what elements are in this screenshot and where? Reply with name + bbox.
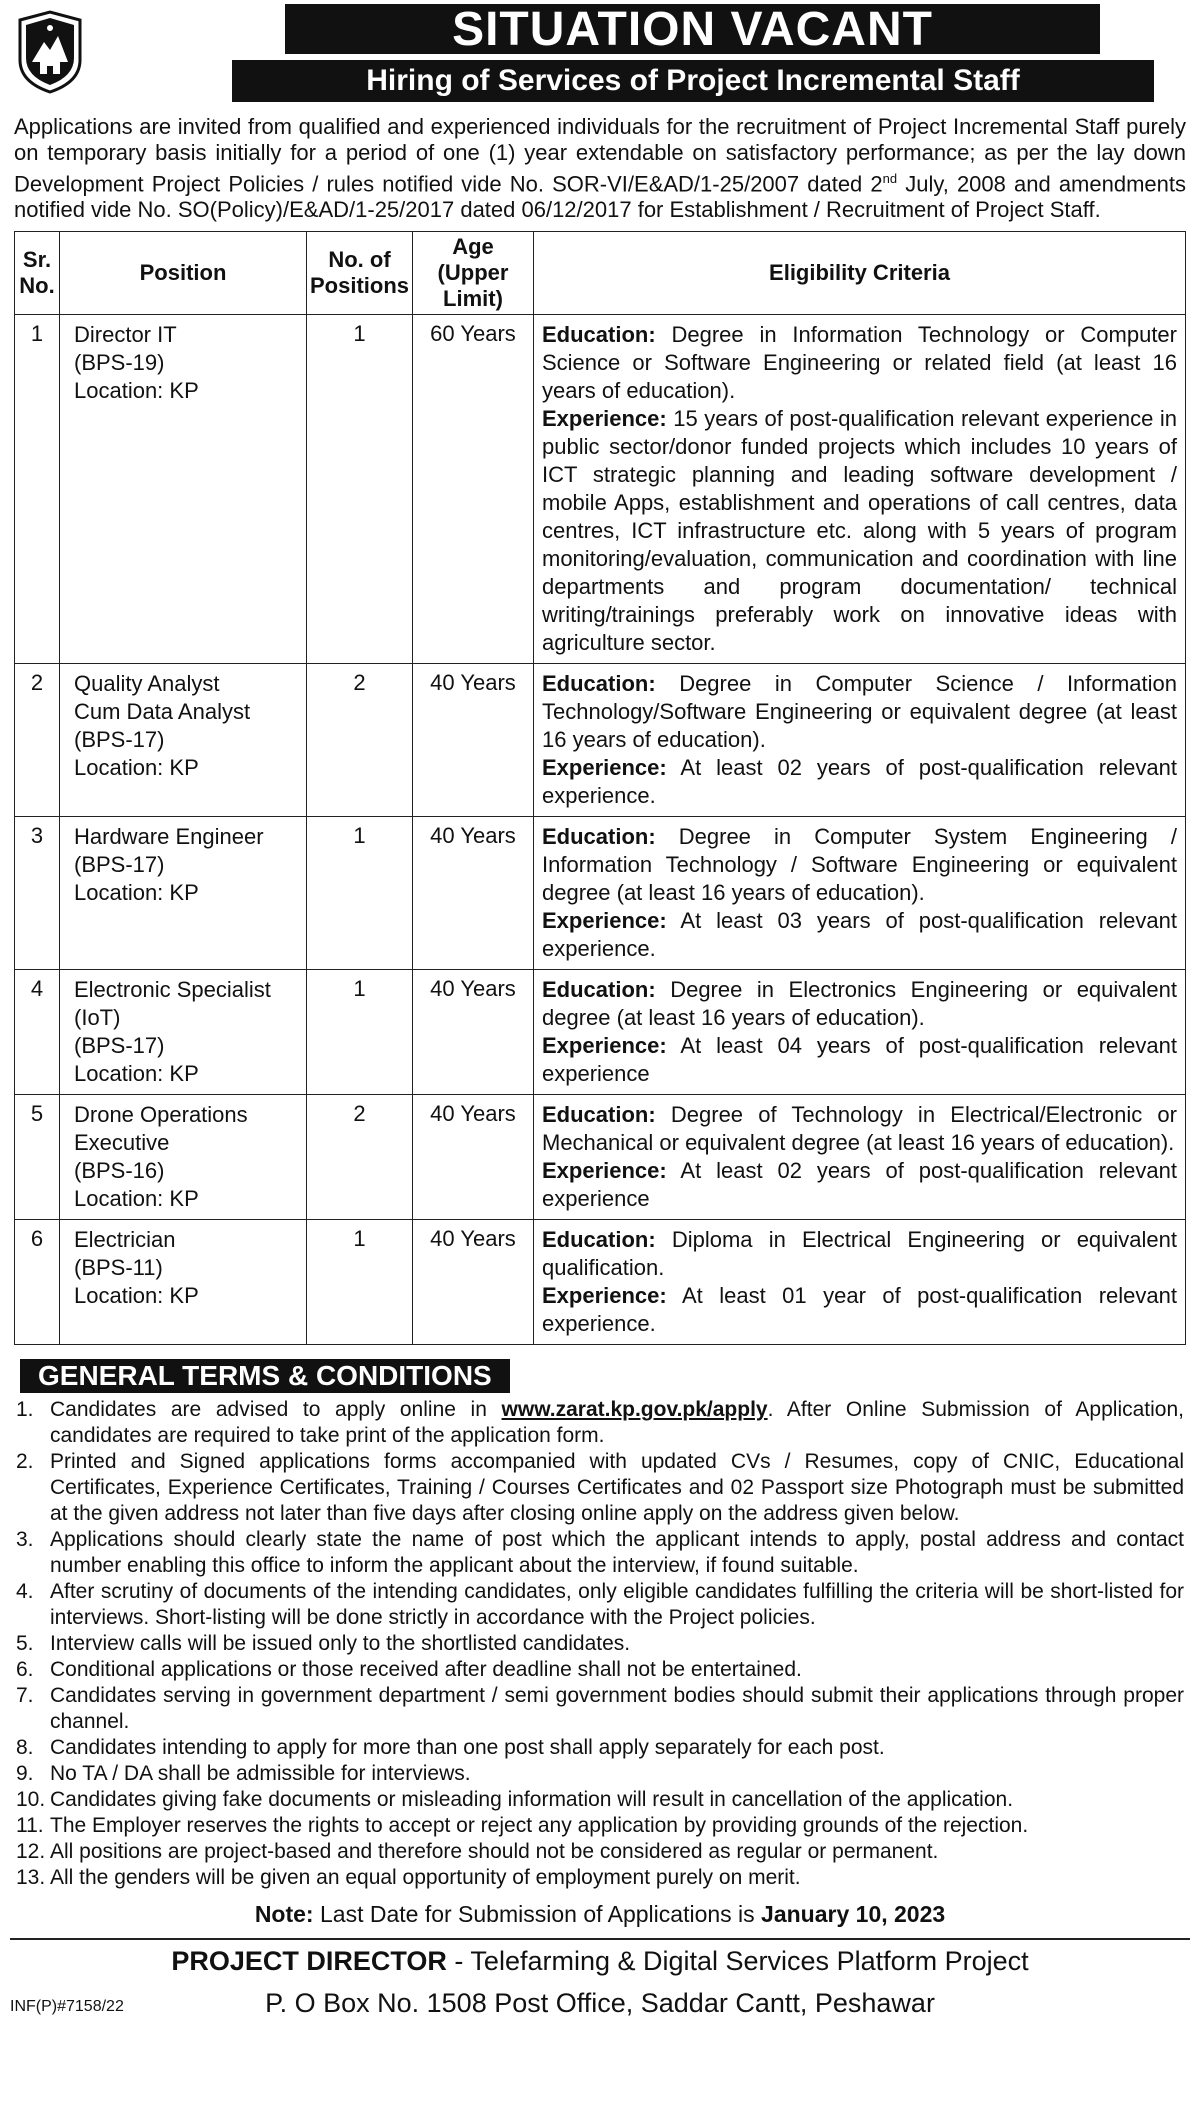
experience-label: Experience: bbox=[542, 908, 667, 934]
term-number: 8. bbox=[16, 1736, 34, 1760]
row-sr: 4 bbox=[15, 970, 60, 1095]
header bbox=[10, 4, 1190, 114]
education-label: Education: bbox=[542, 671, 656, 697]
term-number: 4. bbox=[16, 1580, 34, 1604]
position-line: Location: KP bbox=[74, 378, 199, 404]
term-number: 13. bbox=[16, 1866, 46, 1890]
row-age: 40 Years bbox=[413, 1220, 534, 1345]
term-number: 7. bbox=[16, 1684, 34, 1708]
row-position bbox=[60, 315, 307, 664]
row-sr: 1 bbox=[15, 315, 60, 664]
experience-text: At least 01 year of post-qualification relevant experience. bbox=[542, 1283, 1177, 1337]
position-line: (BPS-17) bbox=[74, 852, 165, 878]
list-item bbox=[16, 1631, 1184, 1657]
list-item bbox=[16, 1865, 1184, 1891]
experience-block bbox=[542, 907, 1177, 963]
deadline-date: January 10, 2023 bbox=[761, 1901, 946, 1928]
intro-sup: nd bbox=[882, 171, 898, 186]
education-text: Degree in Electronics Engineering or equivalent degree (at least 16 years of education). bbox=[542, 977, 1177, 1031]
row-sr: 3 bbox=[15, 817, 60, 970]
row-age: 60 Years bbox=[413, 315, 534, 664]
experience-label: Experience: bbox=[542, 1033, 667, 1059]
table-row bbox=[15, 817, 1186, 970]
row-position bbox=[60, 817, 307, 970]
row-count: 1 bbox=[307, 315, 413, 664]
term-text: Candidates serving in government department / semi government bodies should submit their applications through proper channel. bbox=[50, 1684, 1184, 1734]
experience-text: At least 02 years of post-qualification relevant experience bbox=[542, 1158, 1177, 1212]
row-count: 1 bbox=[307, 817, 413, 970]
term-number: 1. bbox=[16, 1398, 34, 1422]
header-sr: Sr. No. bbox=[15, 232, 60, 315]
term-number: 9. bbox=[16, 1762, 34, 1786]
positions-table bbox=[14, 231, 1186, 1345]
term-text: Interview calls will be issued only to the shortlisted candidates. bbox=[50, 1632, 631, 1656]
row-criteria bbox=[534, 817, 1186, 970]
row-count: 2 bbox=[307, 664, 413, 817]
term-number: 5. bbox=[16, 1632, 34, 1656]
term-text: Printed and Signed applications forms accompanied with updated CVs / Resumes, copy of CNIC, Educational Certificates, Experience Certificates, Training / Courses Certificates and 02 Passport size Photograph must be submitted at the given address not later than five days after closing online apply on the address given below. bbox=[50, 1450, 1184, 1526]
list-item bbox=[16, 1527, 1184, 1579]
experience-text: At least 02 years of post-qualification relevant experience. bbox=[542, 755, 1177, 809]
position-line: Electronic Specialist bbox=[74, 977, 271, 1003]
intro-paragraph bbox=[14, 114, 1186, 223]
position-line: Location: KP bbox=[74, 880, 199, 906]
footer-address: P. O Box No. 1508 Post Office, Saddar Cantt, Peshawar bbox=[265, 1988, 935, 2019]
term-number: 2. bbox=[16, 1450, 34, 1474]
position-line: (IoT) bbox=[74, 1005, 121, 1031]
list-item bbox=[16, 1787, 1184, 1813]
education-block bbox=[542, 1226, 1177, 1282]
list-item bbox=[16, 1813, 1184, 1839]
experience-block bbox=[542, 405, 1177, 657]
position-line: Electrician bbox=[74, 1227, 176, 1253]
position-line: (BPS-17) bbox=[74, 727, 165, 753]
experience-label: Experience: bbox=[542, 1158, 667, 1184]
list-item bbox=[16, 1657, 1184, 1683]
footer-line1 bbox=[10, 1946, 1190, 1977]
intro-part2: July, 2008 and amendments notified vide No. SO(Policy)/E&AD/1-25/2017 dated 06/12/2017 for Establishment / Recruitment of Project Staff. bbox=[14, 171, 1186, 223]
row-position bbox=[60, 1095, 307, 1220]
row-sr: 5 bbox=[15, 1095, 60, 1220]
education-text: Degree in Computer Science / Information Technology/Software Engineering or equivalent degree (at least 16 years of education). bbox=[542, 671, 1177, 753]
education-label: Education: bbox=[542, 824, 656, 850]
row-count: 1 bbox=[307, 1220, 413, 1345]
term-number: 6. bbox=[16, 1658, 34, 1682]
row-criteria bbox=[534, 1220, 1186, 1345]
experience-label: Experience: bbox=[542, 1283, 667, 1309]
row-age: 40 Years bbox=[413, 664, 534, 817]
education-text: Degree in Computer System Engineering / Information Technology / Software Engineering or equivalent degree (at least 16 years of education). bbox=[542, 824, 1177, 906]
table-row bbox=[15, 1220, 1186, 1345]
position-line: Director IT bbox=[74, 322, 177, 348]
table-row bbox=[15, 664, 1186, 817]
term-text: Candidates intending to apply for more than one post shall apply separately for each post. bbox=[50, 1736, 885, 1760]
experience-text: At least 03 years of post-qualification relevant experience. bbox=[542, 908, 1177, 962]
term-text: The Employer reserves the rights to accept or reject any application by providing grounds of the rejection. bbox=[50, 1814, 1029, 1838]
list-item bbox=[16, 1683, 1184, 1735]
row-sr: 6 bbox=[15, 1220, 60, 1345]
education-block bbox=[542, 321, 1177, 405]
row-count: 1 bbox=[307, 970, 413, 1095]
row-criteria bbox=[534, 1095, 1186, 1220]
term-text: After scrutiny of documents of the intending candidates, only eligible candidates fulfilling the criteria will be short-listed for interviews. Short-listing will be done strictly in accordance with the Project policies. bbox=[50, 1580, 1184, 1630]
term-text-pre: Candidates are advised to apply online in bbox=[50, 1398, 502, 1422]
education-label: Education: bbox=[542, 322, 656, 348]
term-text: All positions are project-based and therefore should not be considered as regular or permanent. bbox=[50, 1840, 939, 1864]
page-title: SITUATION VACANT bbox=[285, 4, 1100, 54]
position-line: (BPS-19) bbox=[74, 350, 165, 376]
term-number: 10. bbox=[16, 1788, 46, 1812]
table-row bbox=[15, 315, 1186, 664]
row-age: 40 Years bbox=[413, 817, 534, 970]
table-row bbox=[15, 970, 1186, 1095]
term-number: 3. bbox=[16, 1528, 34, 1552]
terms-list bbox=[16, 1397, 1184, 1891]
row-age: 40 Years bbox=[413, 1095, 534, 1220]
note-text: Last Date for Submission of Applications is bbox=[313, 1901, 762, 1928]
list-item bbox=[16, 1449, 1184, 1527]
header-position: Position bbox=[60, 232, 307, 315]
term-text: Candidates giving fake documents or misleading information will result in cancellation of the application. bbox=[50, 1788, 1014, 1812]
position-line: Hardware Engineer bbox=[74, 824, 264, 850]
term-text: All the genders will be given an equal opportunity of employment purely on merit. bbox=[50, 1866, 801, 1890]
position-line: Location: KP bbox=[74, 1186, 199, 1212]
position-line: Quality Analyst bbox=[74, 671, 220, 697]
experience-block bbox=[542, 1157, 1177, 1213]
term-text: No TA / DA shall be admissible for interviews. bbox=[50, 1762, 471, 1786]
row-position bbox=[60, 664, 307, 817]
footer-org: - Telefarming & Digital Services Platform Project bbox=[446, 1946, 1029, 1977]
position-line: Drone Operations bbox=[74, 1102, 248, 1128]
experience-text: At least 04 years of post-qualification relevant experience bbox=[542, 1033, 1177, 1087]
position-line: (BPS-11) bbox=[74, 1255, 163, 1281]
table-row bbox=[15, 1095, 1186, 1220]
row-count: 2 bbox=[307, 1095, 413, 1220]
education-text: Degree in Information Technology or Computer Science or Software Engineering or related field (at least 16 years of education). bbox=[542, 322, 1177, 404]
table-header-row bbox=[15, 232, 1186, 315]
row-position bbox=[60, 1220, 307, 1345]
term-number: 12. bbox=[16, 1840, 46, 1864]
position-line: Location: KP bbox=[74, 1061, 199, 1087]
experience-block bbox=[542, 1032, 1177, 1088]
government-emblem-icon bbox=[14, 10, 86, 94]
position-line: (BPS-16) bbox=[74, 1158, 165, 1184]
education-block bbox=[542, 1101, 1177, 1157]
term-text bbox=[50, 1397, 1184, 1449]
header-age: Age (Upper Limit) bbox=[413, 232, 534, 315]
term-text: Applications should clearly state the name of post which the applicant intends to apply, postal address and contact number enabling this office to inform the applicant about the interview, if found suitable. bbox=[50, 1528, 1184, 1578]
footer-role: PROJECT DIRECTOR bbox=[171, 1946, 447, 1977]
position-line: Location: KP bbox=[74, 755, 199, 781]
term-number: 11. bbox=[16, 1814, 44, 1838]
list-item bbox=[16, 1761, 1184, 1787]
position-line: Location: KP bbox=[74, 1283, 199, 1309]
experience-text: 15 years of post-qualification relevant experience in public sector/donor funded projects which includes 10 years of ICT strategic planning and leading software development / mobile Apps, establishment and operations of call centres, data centres, ICT infrastructure etc. along with 5 years of program monitoring/evaluation, communication and coordination with line departments and program documentation/ technical writing/trainings preferably work on innovative ideas with agriculture sector. bbox=[542, 406, 1177, 656]
education-text: Degree of Technology in Electrical/Electronic or Mechanical or equivalent degree (at least 16 years of education). bbox=[542, 1102, 1177, 1156]
row-sr: 2 bbox=[15, 664, 60, 817]
advertisement-page bbox=[10, 4, 1190, 2098]
footer bbox=[10, 1938, 1190, 2050]
term-text: Conditional applications or those received after deadline shall not be entertained. bbox=[50, 1658, 802, 1682]
inf-reference: INF(P)#7158/22 bbox=[10, 1998, 124, 2016]
term-text-post: . After Online Submission of Application, candidates are required to take print of the application form. bbox=[50, 1398, 1184, 1448]
education-block bbox=[542, 823, 1177, 907]
header-count: No. of Positions bbox=[307, 232, 413, 315]
education-label: Education: bbox=[542, 1102, 656, 1128]
header-criteria: Eligibility Criteria bbox=[534, 232, 1186, 315]
position-line: Cum Data Analyst bbox=[74, 699, 251, 725]
list-item bbox=[16, 1735, 1184, 1761]
terms-heading: GENERAL TERMS & CONDITIONS bbox=[20, 1359, 510, 1393]
intro-part1: Applications are invited from qualified and experienced individuals for the recruitment of Project Incremental Staff purely on temporary basis initially for a period of one (1) year extendable on satisfactory performance; as per the lay down Development Project Policies / rules notified vide No. SOR-VI/E&AD/1-25/2007 dated 2 bbox=[14, 114, 1186, 197]
apply-link[interactable]: www.zarat.kp.gov.pk/apply bbox=[501, 1398, 768, 1422]
row-criteria bbox=[534, 315, 1186, 664]
list-item bbox=[16, 1579, 1184, 1631]
page-subtitle: Hiring of Services of Project Incremental Staff bbox=[232, 60, 1154, 102]
education-text: Diploma in Electrical Engineering or equivalent qualification. bbox=[542, 1227, 1177, 1281]
experience-label: Experience: bbox=[542, 755, 667, 781]
education-label: Education: bbox=[542, 977, 656, 1003]
education-block bbox=[542, 976, 1177, 1032]
education-label: Education: bbox=[542, 1227, 656, 1253]
experience-block bbox=[542, 1282, 1177, 1338]
list-item bbox=[16, 1397, 1184, 1449]
position-line: Executive bbox=[74, 1130, 170, 1156]
list-item bbox=[16, 1839, 1184, 1865]
experience-block bbox=[542, 754, 1177, 810]
deadline-note bbox=[10, 1901, 1190, 1928]
experience-label: Experience: bbox=[542, 406, 667, 432]
note-label: Note: bbox=[254, 1901, 314, 1928]
education-block bbox=[542, 670, 1177, 754]
row-criteria bbox=[534, 664, 1186, 817]
position-line: (BPS-17) bbox=[74, 1033, 165, 1059]
row-criteria bbox=[534, 970, 1186, 1095]
row-position bbox=[60, 970, 307, 1095]
row-age: 40 Years bbox=[413, 970, 534, 1095]
